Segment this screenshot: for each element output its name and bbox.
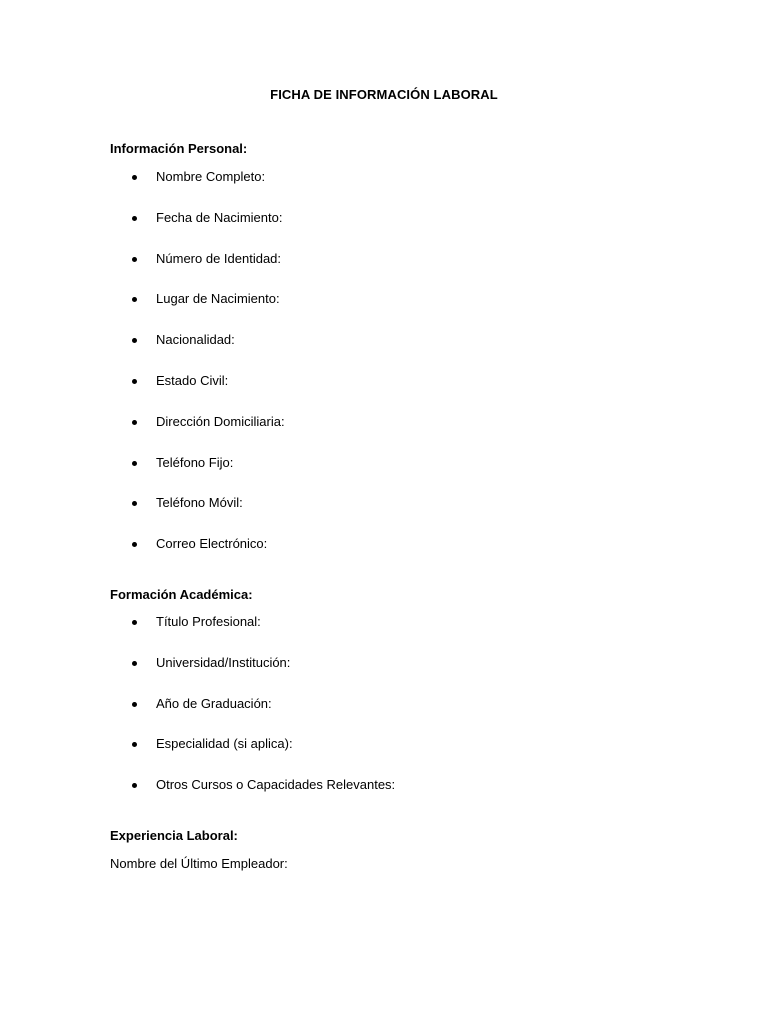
section-heading-informacion-personal: Información Personal: [110,141,248,156]
list-item [0,291,600,332]
list-informacion-personal [0,169,600,577]
list-item [0,655,600,696]
bullet-icon [132,501,137,506]
bullet-icon [132,461,137,466]
document-title: FICHA DE INFORMACIÓN LABORAL [270,87,498,102]
list-item [0,169,600,210]
bullet-icon [132,175,137,180]
list-item [0,251,600,292]
bullet-icon [132,379,137,384]
bullet-icon [132,702,137,707]
section-heading-formacion-academica: Formación Académica: [110,587,253,602]
bullet-icon [132,297,137,302]
list-item [0,495,600,536]
list-item-label: Fecha de Nacimiento: [156,209,283,225]
list-item [0,614,600,655]
list-item [0,373,600,414]
list-item [0,455,600,496]
list-item-label: Nacionalidad: [156,332,235,348]
list-item-label: Teléfono Móvil: [156,495,243,511]
list-item-label: Teléfono Fijo: [156,454,234,470]
list-item-label: Número de Identidad: [156,250,282,266]
list-item-label: Especialidad (si aplica): [156,736,293,752]
list-item [0,536,600,577]
list-item [0,210,600,251]
bullet-icon [132,783,137,788]
bullet-icon [132,257,137,262]
bullet-icon [132,620,137,625]
field-ultimo-empleador: Nombre del Último Empleador: [110,856,288,871]
bullet-icon [132,420,137,425]
list-item [0,736,600,777]
list-item-label: Título Profesional: [156,614,261,629]
list-item-label: Año de Graduación: [156,695,272,711]
list-item [0,777,600,818]
list-item-label: Lugar de Nacimiento: [156,291,280,307]
bullet-icon [132,338,137,343]
list-item [0,414,600,455]
bullet-icon [132,542,137,547]
list-item-label: Otros Cursos o Capacidades Relevantes: [156,777,396,793]
bullet-icon [132,216,137,221]
section-heading-experiencia-laboral: Experiencia Laboral: [110,828,238,843]
bullet-icon [132,742,137,747]
list-item-label: Estado Civil: [156,372,229,388]
list-item [0,696,600,737]
list-item [0,332,600,373]
list-item-label: Nombre Completo: [156,169,266,184]
list-item-label: Universidad/Institución: [156,654,291,670]
list-item-label: Correo Electrónico: [156,536,268,552]
list-formacion-academica [0,614,600,818]
bullet-icon [132,661,137,666]
list-item-label: Dirección Domiciliaria: [156,413,285,429]
